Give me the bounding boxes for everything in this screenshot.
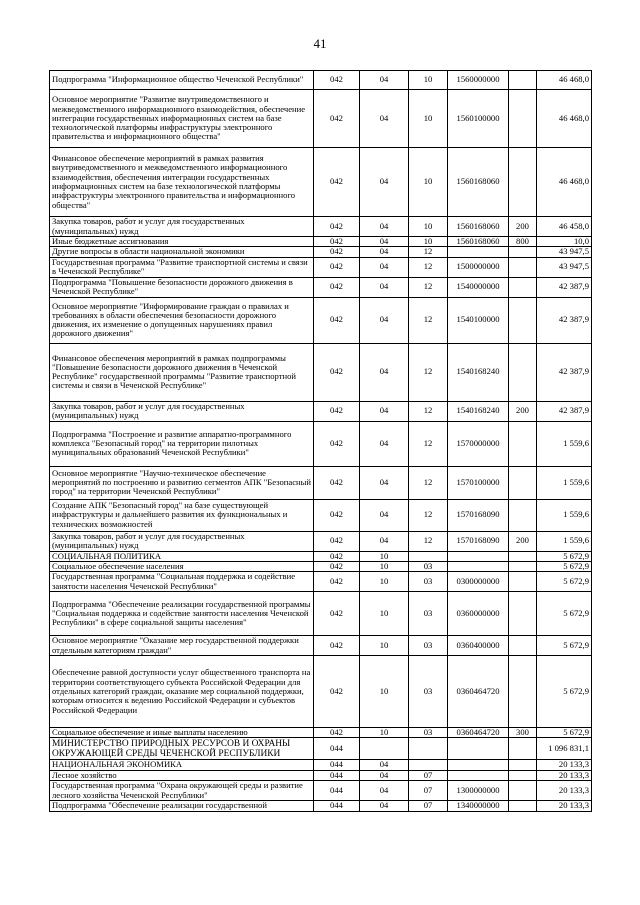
row-section-cell: 04 [360,217,409,237]
row-section-cell: 04 [360,401,409,421]
table-row [50,561,592,571]
row-subsection-cell: 12 [409,247,448,257]
row-ved-cell: 042 [314,466,360,499]
row-section-cell: 04 [360,237,409,247]
row-name-cell: Закупка товаров, работ и услуг для государственных (муниципальных) нужд [50,401,314,421]
row-expense-type-cell [509,466,537,499]
row-amount-cell: 5 672,9 [537,636,592,656]
row-expense-type-cell [509,738,537,760]
row-subsection-cell: 07 [409,781,448,801]
row-target-code-cell [448,561,509,571]
row-subsection-cell: 03 [409,728,448,738]
row-ved-cell: 042 [314,572,360,592]
row-expense-type-cell [509,343,537,401]
row-target-code-cell: 1540168240 [448,343,509,401]
row-name-cell: Обеспечение равной доступности услуг общественного транспорта на территории соответствующего субъекта Российской Федерации для отдельных категорий граждан, оказание мер социальной поддержки, которым относится к ведению Российской Федерации и субъектов Российской Федерации [50,656,314,728]
row-subsection-cell: 03 [409,561,448,571]
table-row [50,90,592,148]
row-section-cell: 10 [360,592,409,636]
row-section-cell: 10 [360,572,409,592]
row-ved-cell: 042 [314,217,360,237]
row-ved-cell: 042 [314,71,360,90]
row-target-code-cell: 1570100000 [448,466,509,499]
row-name-cell: Подпрограмма "Повышение безопасности дорожного движения в Чеченской Республике" [50,277,314,297]
row-name-cell: МИНИСТЕРСТВО ПРИРОДНЫХ РЕСУРСОВ И ОХРАНЫ ОКРУЖАЮЩЕЙ СРЕДЫ ЧЕЧЕНСКОЙ РЕСПУБЛИКИ [50,738,314,760]
row-expense-type-cell [509,551,537,561]
row-section-cell: 04 [360,71,409,90]
table-row [50,781,592,801]
row-expense-type-cell [509,297,537,343]
row-target-code-cell: 1560168060 [448,237,509,247]
row-ved-cell: 042 [314,257,360,277]
row-subsection-cell: 03 [409,592,448,636]
row-ved-cell: 042 [314,531,360,551]
row-ved-cell: 044 [314,781,360,801]
table-row [50,636,592,656]
row-ved-cell: 042 [314,421,360,466]
row-amount-cell: 5 672,9 [537,728,592,738]
table-row [50,592,592,636]
table-row [50,499,592,531]
row-name-cell: Основное мероприятие "Научно-техническое обеспечение мероприятий по построению и развитию сегментов АПК "Безопасный город" на территории Чеченской Республики" [50,466,314,499]
table-row [50,297,592,343]
row-section-cell: 04 [360,148,409,217]
row-amount-cell: 10,0 [537,237,592,247]
row-ved-cell: 044 [314,770,360,780]
row-ved-cell: 042 [314,636,360,656]
row-section-cell: 04 [360,499,409,531]
row-expense-type-cell [509,656,537,728]
row-section-cell: 04 [360,343,409,401]
row-ved-cell: 042 [314,277,360,297]
row-section-cell: 04 [360,421,409,466]
row-amount-cell: 46 468,0 [537,148,592,217]
row-subsection-cell: 07 [409,801,448,812]
row-name-cell: Государственная программа "Охрана окружающей среды и развитие лесного хозяйства Чеченской Республики" [50,781,314,801]
table-row [50,421,592,466]
row-amount-cell: 5 672,9 [537,656,592,728]
row-subsection-cell: 12 [409,343,448,401]
row-expense-type-cell [509,71,537,90]
table-row [50,728,592,738]
row-ved-cell: 042 [314,561,360,571]
row-expense-type-cell [509,592,537,636]
row-section-cell: 04 [360,770,409,780]
budget-table [49,70,592,812]
row-name-cell: Основное мероприятие "Развитие внутриведомственного и межведомственного информационного взаимодействия, обеспечение интеграции государственных информационных систем на базе технологической платформы инфраструктуры электронного правительства и информационного общества" [50,90,314,148]
row-section-cell: 10 [360,728,409,738]
row-section-cell: 10 [360,551,409,561]
row-ved-cell: 042 [314,297,360,343]
row-ved-cell: 042 [314,237,360,247]
table-row [50,551,592,561]
row-section-cell: 04 [360,760,409,770]
row-target-code-cell: 1540100000 [448,297,509,343]
row-name-cell: Закупка товаров, работ и услуг для государственных (муниципальных) нужд [50,531,314,551]
row-ved-cell: 042 [314,551,360,561]
row-ved-cell: 042 [314,592,360,636]
row-subsection-cell: 10 [409,90,448,148]
row-expense-type-cell [509,572,537,592]
row-subsection-cell [409,551,448,561]
row-target-code-cell: 1340000000 [448,801,509,812]
row-subsection-cell: 12 [409,297,448,343]
row-section-cell: 04 [360,90,409,148]
row-amount-cell: 46 468,0 [537,71,592,90]
row-name-cell: Лесное хозяйство [50,770,314,780]
row-target-code-cell: 1560000000 [448,71,509,90]
row-section-cell: 04 [360,466,409,499]
row-expense-type-cell: 800 [509,237,537,247]
table-row [50,148,592,217]
row-target-code-cell: 1300000000 [448,781,509,801]
table-row [50,801,592,812]
row-amount-cell: 42 387,9 [537,343,592,401]
row-amount-cell: 43 947,5 [537,257,592,277]
row-subsection-cell: 12 [409,257,448,277]
row-name-cell: Государственная программа "Социальная поддержка и содействие занятости населения Чеченской Республики" [50,572,314,592]
row-amount-cell: 20 133,3 [537,801,592,812]
row-ved-cell: 042 [314,148,360,217]
row-target-code-cell [448,760,509,770]
row-subsection-cell: 03 [409,656,448,728]
row-ved-cell: 044 [314,801,360,812]
row-subsection-cell [409,760,448,770]
row-name-cell: Подпрограмма "Построение и развитие аппаратно-программного комплекса "Безопасный город" на территории пилотных муниципальных образований Чеченской Республики" [50,421,314,466]
table-row [50,531,592,551]
table-row [50,247,592,257]
row-name-cell: Подпрограмма "Информационное общество Чеченской Республики" [50,71,314,90]
row-section-cell: 04 [360,531,409,551]
row-name-cell: Создание АПК "Безопасный город" на базе существующей инфраструктуры и дальнейшего развития их функциональных и технических возможностей [50,499,314,531]
table-row [50,738,592,760]
row-name-cell: Закупка товаров, работ и услуг для государственных (муниципальных) нужд [50,217,314,237]
row-subsection-cell: 03 [409,572,448,592]
row-amount-cell: 20 133,3 [537,760,592,770]
row-target-code-cell: 1560168060 [448,148,509,217]
row-amount-cell: 5 672,9 [537,561,592,571]
row-section-cell: 10 [360,656,409,728]
row-section-cell: 04 [360,277,409,297]
row-name-cell: НАЦИОНАЛЬНАЯ ЭКОНОМИКА [50,760,314,770]
row-amount-cell: 5 672,9 [537,572,592,592]
row-name-cell: Основное мероприятие "Оказание мер государственной поддержки отдельным категориям граждан" [50,636,314,656]
row-ved-cell: 044 [314,738,360,760]
row-expense-type-cell [509,781,537,801]
row-ved-cell: 042 [314,90,360,148]
row-name-cell: Социальное обеспечение населения [50,561,314,571]
row-expense-type-cell [509,636,537,656]
row-target-code-cell: 1570000000 [448,421,509,466]
row-section-cell: 04 [360,297,409,343]
row-name-cell: Основное мероприятие "Информирование граждан о правилах и требованиях в области обеспечения безопасности дорожного движения, их изменение о допущенных нарушениях правил дорожного движения" [50,297,314,343]
row-target-code-cell: 1560168060 [448,217,509,237]
row-amount-cell: 20 133,3 [537,781,592,801]
table-row [50,770,592,780]
table-row [50,401,592,421]
row-expense-type-cell [509,760,537,770]
row-ved-cell: 042 [314,499,360,531]
row-target-code-cell: 1540168240 [448,401,509,421]
table-row [50,656,592,728]
row-target-code-cell: 1570168090 [448,531,509,551]
row-target-code-cell: 0300000000 [448,572,509,592]
table-row [50,217,592,237]
row-amount-cell: 42 387,9 [537,297,592,343]
row-name-cell: Финансовое обеспечение мероприятий в рамках развития внутриведомственного и межведомственного информационного взаимодействия, обеспечения интеграции государственных информационных систем на базе технологической платформы инфраструктуры электронного правительства и информационного общества" [50,148,314,217]
row-target-code-cell: 0360464720 [448,656,509,728]
row-target-code-cell: 1560100000 [448,90,509,148]
row-expense-type-cell [509,277,537,297]
row-name-cell: Другие вопросы в области национальной экономики [50,247,314,257]
row-amount-cell: 43 947,5 [537,247,592,257]
row-amount-cell: 42 387,9 [537,277,592,297]
row-amount-cell: 5 672,9 [537,592,592,636]
row-expense-type-cell [509,801,537,812]
row-amount-cell: 1 559,6 [537,466,592,499]
row-subsection-cell: 07 [409,770,448,780]
table-row [50,257,592,277]
row-expense-type-cell [509,499,537,531]
row-section-cell: 04 [360,257,409,277]
row-name-cell: Социальное обеспечение и иные выплаты населению [50,728,314,738]
row-section-cell: 10 [360,636,409,656]
row-name-cell: Иные бюджетные ассигнования [50,237,314,247]
row-section-cell: 04 [360,247,409,257]
row-amount-cell: 20 133,3 [537,770,592,780]
row-target-code-cell: 1540000000 [448,277,509,297]
row-target-code-cell: 1500000000 [448,257,509,277]
row-subsection-cell: 10 [409,237,448,247]
row-subsection-cell: 12 [409,531,448,551]
row-amount-cell: 1 096 831,1 [537,738,592,760]
row-expense-type-cell [509,561,537,571]
row-expense-type-cell [509,421,537,466]
row-expense-type-cell [509,257,537,277]
row-expense-type-cell [509,770,537,780]
row-target-code-cell [448,770,509,780]
row-amount-cell: 46 458,0 [537,217,592,237]
row-amount-cell: 1 559,6 [537,421,592,466]
row-expense-type-cell [509,148,537,217]
row-name-cell: Государственная программа "Развитие транспортной системы и связи в Чеченской Республике" [50,257,314,277]
row-ved-cell: 042 [314,343,360,401]
row-amount-cell: 1 559,6 [537,531,592,551]
row-section-cell: 04 [360,801,409,812]
row-subsection-cell: 03 [409,636,448,656]
row-section-cell [360,738,409,760]
row-ved-cell: 042 [314,656,360,728]
row-subsection-cell: 10 [409,148,448,217]
row-amount-cell: 5 672,9 [537,551,592,561]
row-expense-type-cell: 300 [509,728,537,738]
row-ved-cell: 042 [314,247,360,257]
row-amount-cell: 42 387,9 [537,401,592,421]
row-name-cell: Подпрограмма "Обеспечение реализации государственной программы "Социальная поддержка и содействие занятости населения Чеченской Республики" в сфере социальной защиты населения" [50,592,314,636]
row-subsection-cell: 12 [409,277,448,297]
table-row [50,277,592,297]
row-expense-type-cell: 200 [509,531,537,551]
row-target-code-cell [448,738,509,760]
row-section-cell: 04 [360,781,409,801]
table-row [50,71,592,90]
row-subsection-cell: 12 [409,466,448,499]
row-target-code-cell: 1570168090 [448,499,509,531]
row-target-code-cell [448,551,509,561]
row-name-cell: Финансовое обеспечения мероприятий в рамках подпрограммы "Повышение безопасности дорожного движения в Чеченской Республике" государственной программы "Развитие транспортной системы и связи в Чеченской Республике" [50,343,314,401]
page-number: 41 [313,36,327,51]
row-target-code-cell: 0360464720 [448,728,509,738]
table-row [50,237,592,247]
row-target-code-cell: 0360400000 [448,636,509,656]
row-amount-cell: 1 559,6 [537,499,592,531]
row-ved-cell: 044 [314,760,360,770]
row-ved-cell: 042 [314,728,360,738]
row-subsection-cell: 12 [409,421,448,466]
row-expense-type-cell: 200 [509,217,537,237]
row-subsection-cell: 12 [409,499,448,531]
table-row [50,466,592,499]
table-row [50,572,592,592]
row-expense-type-cell [509,90,537,148]
row-name-cell: Подпрограмма "Обеспечение реализации государственной [50,801,314,812]
row-ved-cell: 042 [314,401,360,421]
row-subsection-cell: 12 [409,401,448,421]
table-row [50,343,592,401]
row-subsection-cell: 10 [409,71,448,90]
row-name-cell: СОЦИАЛЬНАЯ ПОЛИТИКА [50,551,314,561]
row-subsection-cell [409,738,448,760]
row-target-code-cell: 0360000000 [448,592,509,636]
row-expense-type-cell: 200 [509,401,537,421]
row-section-cell: 10 [360,561,409,571]
row-subsection-cell: 10 [409,217,448,237]
row-expense-type-cell [509,247,537,257]
row-target-code-cell [448,247,509,257]
row-amount-cell: 46 468,0 [537,90,592,148]
table-row [50,760,592,770]
